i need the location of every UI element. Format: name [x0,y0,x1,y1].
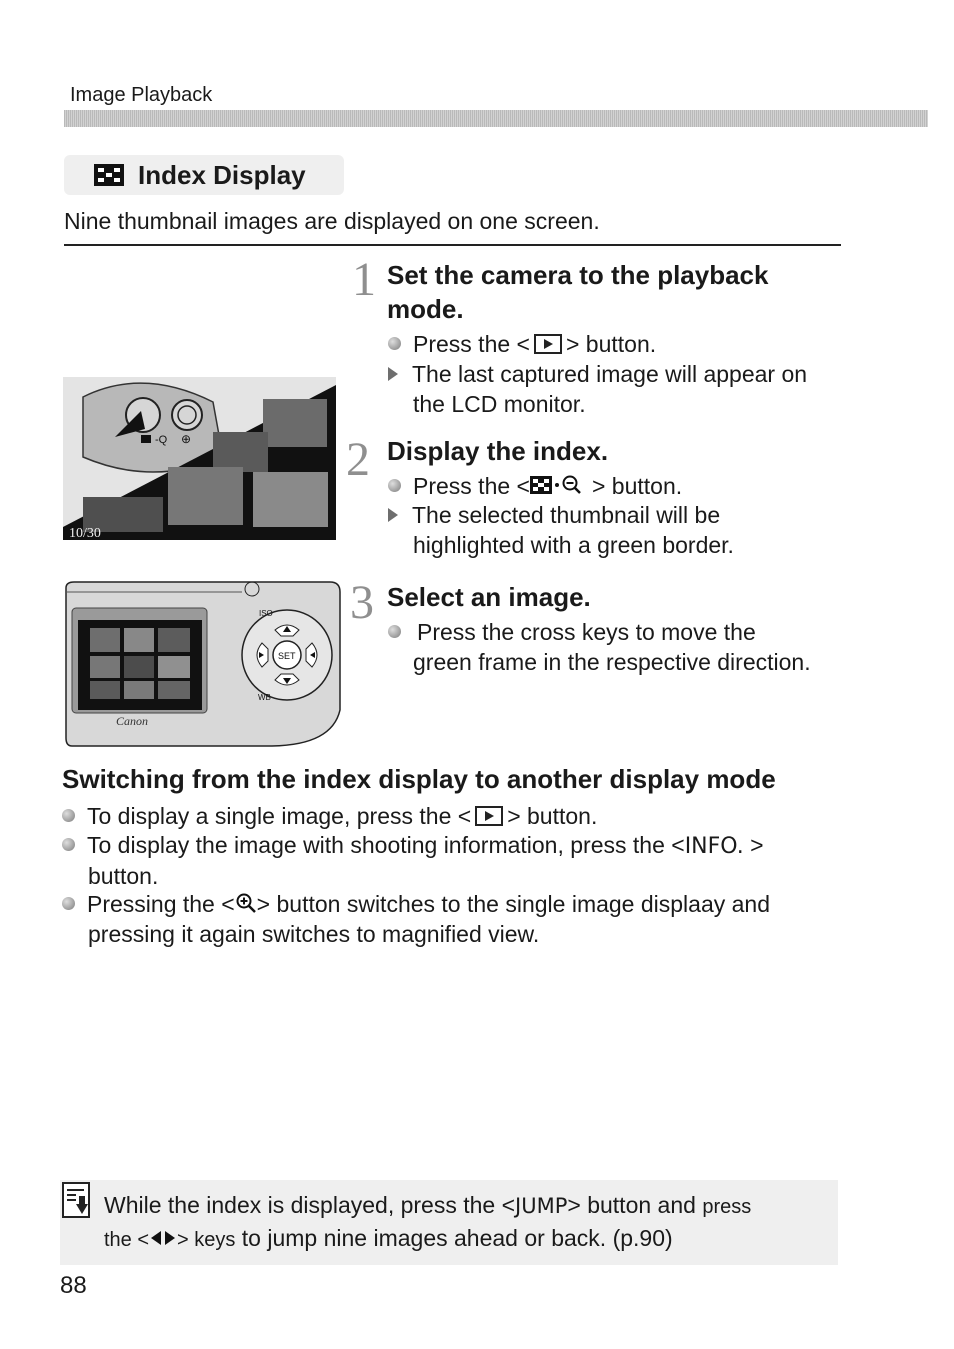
header-bar [64,110,928,127]
bullet-icon [62,897,75,910]
step-bullet: Press the < > button. [388,330,656,360]
list-item: To display the image with shooting information, press the <INFO. > button. [62,831,842,891]
svg-text:WB: WB [258,693,271,702]
section-label: Image Playback [70,84,213,106]
result-arrow-icon [388,508,398,522]
bullet-icon [62,838,75,851]
playback-icon [534,334,562,354]
step-result: The last captured image will appear on the LCD monitor. [388,360,807,419]
bullet-icon [388,337,401,350]
left-right-keys-icon [149,1229,177,1247]
svg-text:-Q: -Q [155,434,168,446]
section-title [64,155,344,195]
bullet-icon [388,625,401,638]
result-arrow-icon [388,367,398,381]
index-zoom-out-icon [530,474,592,496]
playback-icon [475,806,503,826]
svg-text:⊕: ⊕ [181,432,192,446]
camera-index-photo [63,377,336,540]
intro-text: Nine thumbnail images are displayed on one screen. [64,208,600,234]
step-number: 1 [352,253,376,306]
camera-back-photo [62,580,342,748]
step-number: 2 [346,433,370,486]
section-heading: Switching from the index display to another display mode [62,764,776,794]
step-title: Set the camera to the playback mode. [387,260,769,324]
svg-text:Canon: Canon [116,714,149,728]
svg-text:SET: SET [278,651,296,661]
index-display-icon [94,164,124,186]
note-text: While the index is displayed, press the <JUMP> button and press the < > keys to jump nine images ahead or back. (p.90) [104,1192,752,1251]
svg-text:ISO: ISO [259,609,273,618]
bullet-icon [62,809,75,822]
divider [64,244,841,246]
step-bullet: Press the < > button. [388,472,682,502]
list-item: Pressing the < > button switches to the single image displaay and pressing it again switches to magnified view. [62,890,842,949]
page-number: 88 [60,1272,87,1299]
list-item: To display a single image, press the < > button. [62,802,842,832]
note-icon [62,1182,90,1218]
zoom-in-icon [235,892,257,914]
page-title: Index Display [138,159,306,190]
step-title: Display the index. [387,436,609,466]
svg-text:10/30: 10/30 [69,526,101,540]
step-result: The selected thumbnail will be highlighted with a green border. [388,501,734,560]
bullet-icon [388,479,401,492]
step-bullet: Press the cross keys to move the green frame in the respective direction. [388,618,811,677]
step-number: 3 [350,576,374,629]
step-title: Select an image. [387,582,591,612]
